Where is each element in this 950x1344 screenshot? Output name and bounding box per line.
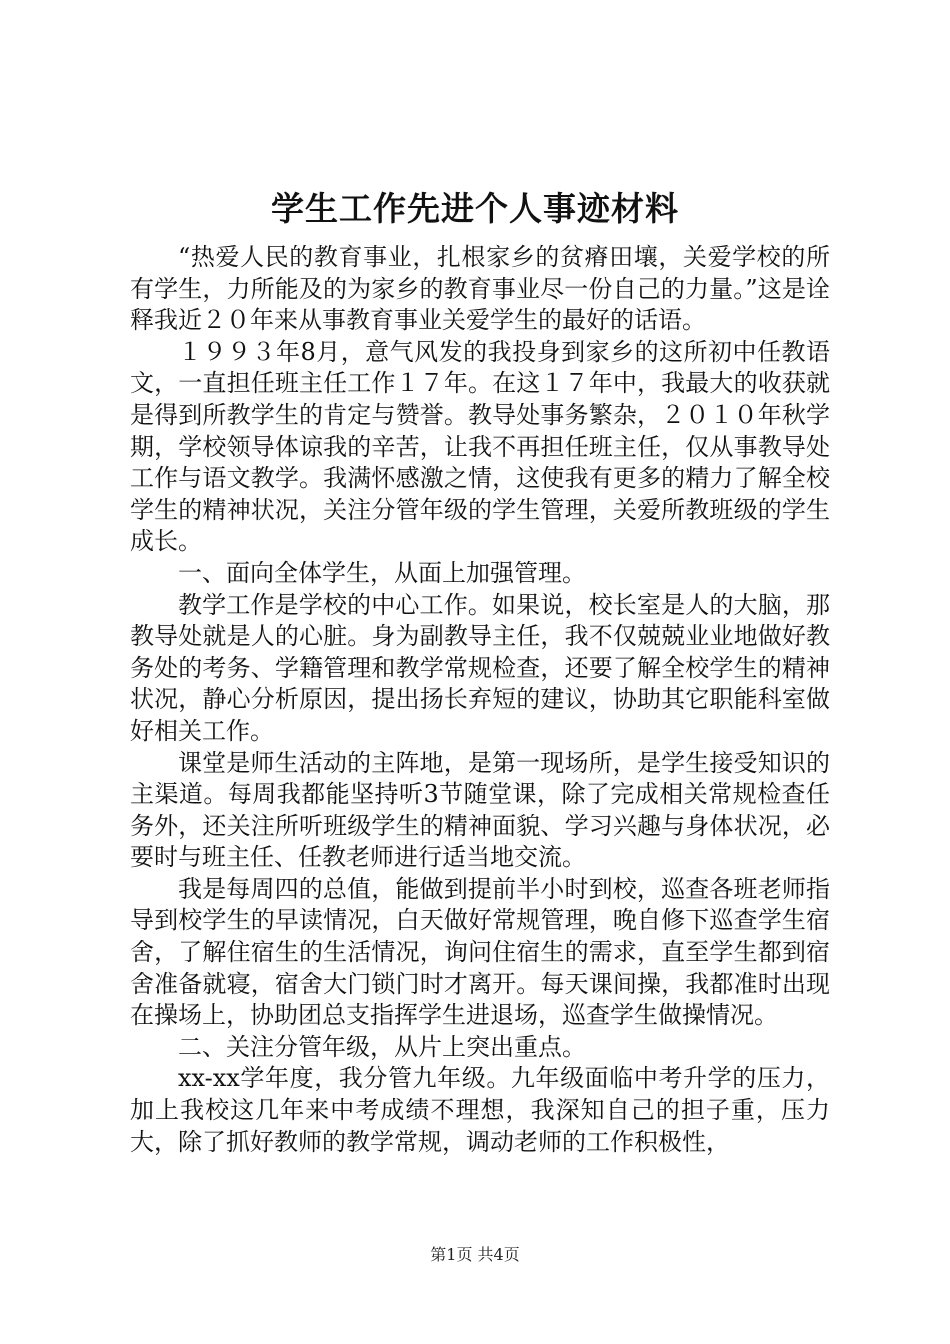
paragraph-teaching-work: 教学工作是学校的中心工作。如果说，校长室是人的大脑，那教导处就是人的心脏。身为副教导主任，我不仅兢兢业业地做好教务处的考务、学籍管理和教学常规检查，还要了解全校学生的精神状况，静心分析原因，提出扬长弃短的建议，协助其它职能科室做好相关工作。 [130, 590, 830, 745]
paragraph-career-history: １９９３年8月，意气风发的我投身到家乡的这所初中任教语文，一直担任班主任工作１７年。在这１７年中，我最大的收获就是得到所教学生的肯定与赞誉。教导处事务繁杂，２０１０年秋学期，学校领导体谅我的辛苦，让我不再担任班主任，仅从事教导处工作与语文教学。我满怀感激之情，这使我有更多的精力了解全校学生的精神状况，关注分管年级的学生管理，关爱所教班级的学生成长。 [130, 337, 830, 556]
paragraph-grade-nine: xx-xx学年度，我分管九年级。九年级面临中考升学的压力，加上我校这几年来中考成绩不理想，我深知自己的担子重，压力大，除了抓好教师的教学常规，调动老师的工作积极性， [130, 1064, 830, 1156]
paragraph-duty-patrol: 我是每周四的总值，能做到提前半小时到校，巡查各班老师指导到校学生的早读情况，白天做好常规管理，晚自修下巡查学生宿舍，了解住宿生的生活情况，询问住宿生的需求，直至学生都到宿舍准备就寝，宿舍大门锁门时才离开。每天课间操，我都准时出现在操场上，协助团总支指挥学生进退场，巡查学生做操情况。 [130, 874, 830, 1030]
document-title: 学生工作先进个人事迹材料 [271, 189, 679, 228]
section-heading-2: 二、关注分管年级，从片上突出重点。 [178, 1032, 586, 1061]
paragraph-intro-quote: “热爱人民的教育事业，扎根家乡的贫瘠田壤，关爱学校的所有学生，力所能及的为家乡的教育事业尽一份自己的力量。”这是诠释我近２０年来从事教育事业关爱学生的最好的话语。 [130, 243, 830, 335]
page-footer: 第1页 共4页 [430, 1245, 520, 1264]
section-heading-1: 一、面向全体学生，从面上加强管理。 [178, 558, 586, 587]
document-body [130, 242, 830, 1158]
paragraph-classroom: 课堂是师生活动的主阵地，是第一现场所，是学生接受知识的主渠道。每周我都能坚持听3节随堂课，除了完成相关常规检查任务外，还关注所听班级学生的精神面貌、学习兴趣与身体状况，必要时与班主任、任教老师进行适当地交流。 [130, 748, 830, 872]
